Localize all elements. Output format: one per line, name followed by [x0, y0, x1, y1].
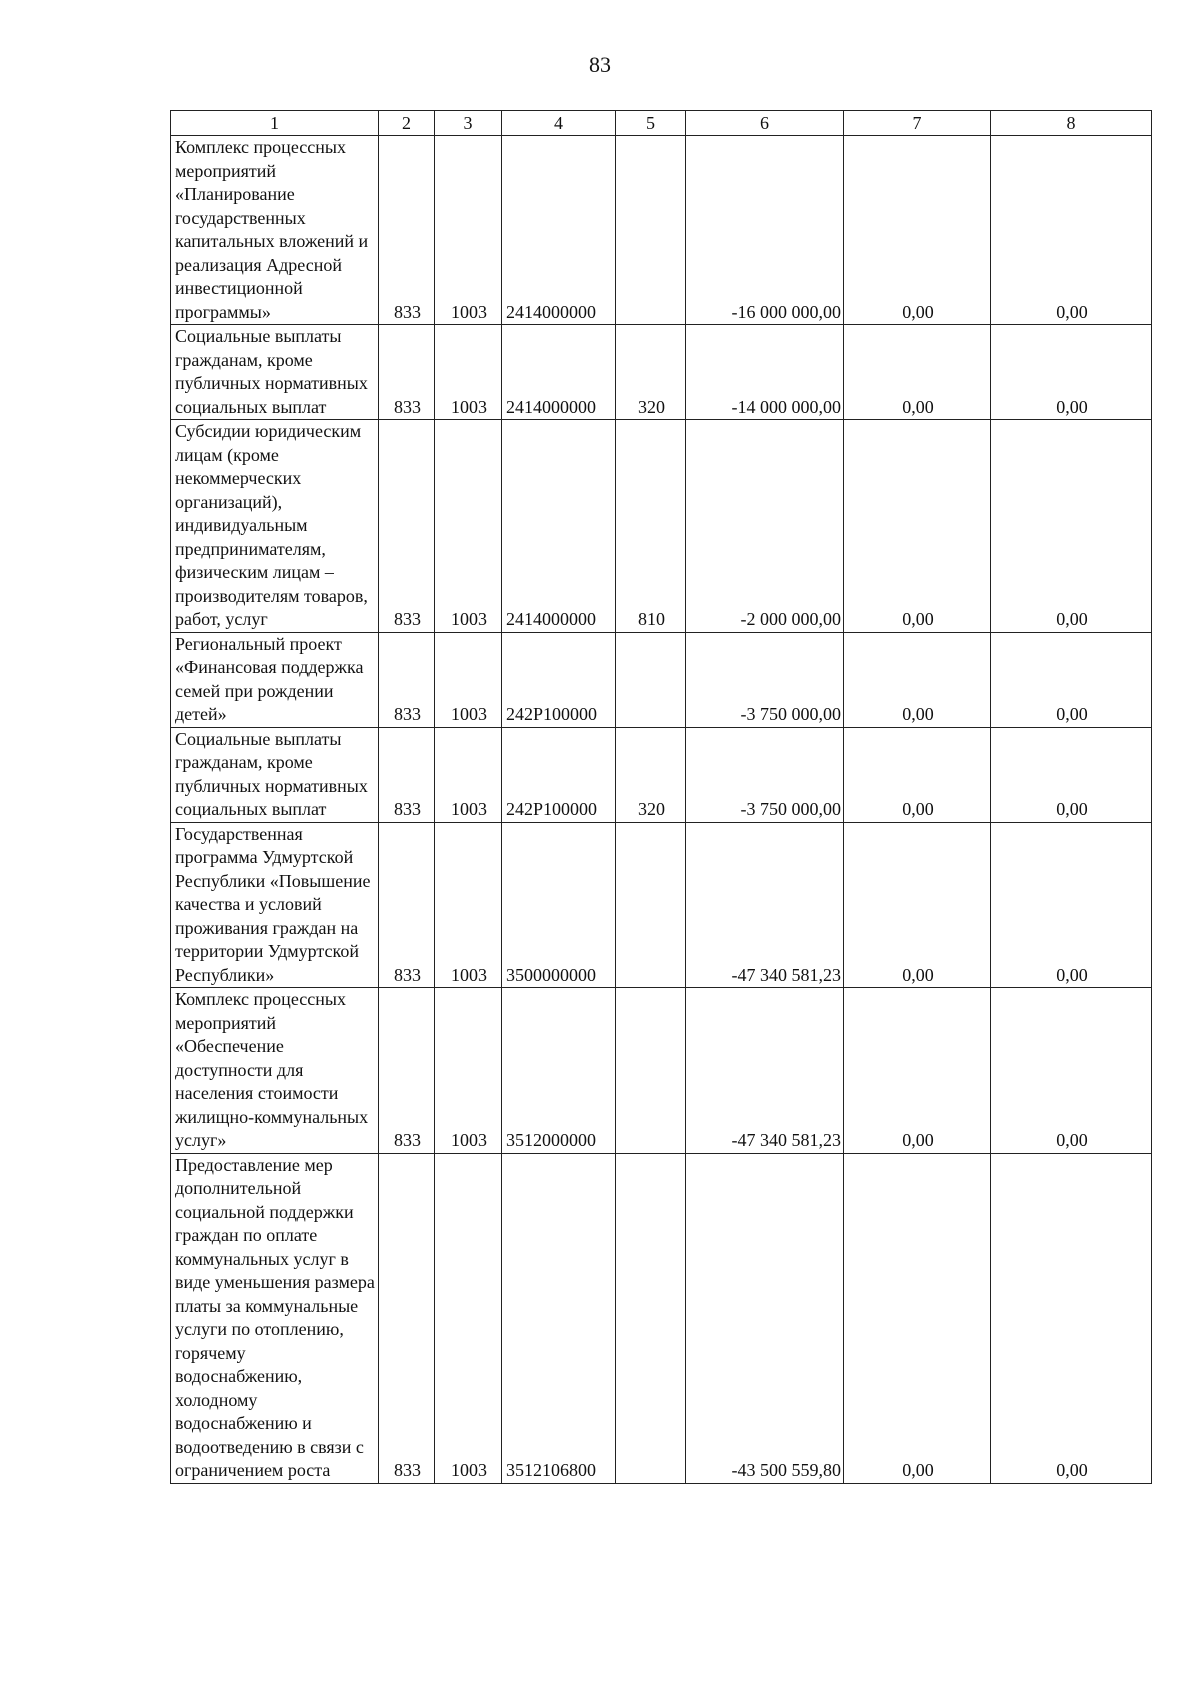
row-expense-type: 810 [616, 420, 686, 633]
row-section-code: 1003 [435, 420, 502, 633]
row-amount-6: -47 340 581,23 [686, 822, 844, 988]
row-admin-code: 833 [379, 420, 435, 633]
row-section-code: 1003 [435, 632, 502, 727]
table-row [171, 1153, 1152, 1483]
page-number: 83 [589, 52, 611, 77]
col-header-5: 5 [616, 111, 686, 136]
row-admin-code: 833 [379, 1153, 435, 1483]
row-amount-8: 0,00 [991, 420, 1152, 633]
row-amount-6: -14 000 000,00 [686, 325, 844, 420]
row-name: Региональный проект «Финансовая поддержка семей при рождении детей» [171, 632, 379, 727]
col-header-6: 6 [686, 111, 844, 136]
header-row [171, 111, 1152, 136]
row-target-code: 3500000000 [502, 822, 616, 988]
row-section-code: 1003 [435, 1153, 502, 1483]
row-name: Государственная программа Удмуртской Республики «Повышение качества и условий проживания граждан на территории Удмуртской Республики» [171, 822, 379, 988]
row-admin-code: 833 [379, 822, 435, 988]
row-amount-7: 0,00 [844, 1153, 991, 1483]
row-amount-8: 0,00 [991, 632, 1152, 727]
col-header-7: 7 [844, 111, 991, 136]
row-target-code: 2414000000 [502, 136, 616, 325]
row-name: Комплекс процессных мероприятий «Обеспечение доступности для населения стоимости жилищно-коммунальных услуг» [171, 988, 379, 1154]
col-header-1: 1 [171, 111, 379, 136]
row-admin-code: 833 [379, 632, 435, 727]
row-amount-6: -43 500 559,80 [686, 1153, 844, 1483]
row-name: Социальные выплаты гражданам, кроме публичных нормативных социальных выплат [171, 727, 379, 822]
row-admin-code: 833 [379, 136, 435, 325]
row-amount-7: 0,00 [844, 420, 991, 633]
col-header-4: 4 [502, 111, 616, 136]
row-name: Комплекс процессных мероприятий «Планирование государственных капитальных вложений и реализация Адресной инвестиционной программы» [171, 136, 379, 325]
table-row [171, 136, 1152, 325]
row-amount-6: -3 750 000,00 [686, 727, 844, 822]
row-expense-type [616, 1153, 686, 1483]
row-amount-8: 0,00 [991, 822, 1152, 988]
row-amount-8: 0,00 [991, 1153, 1152, 1483]
row-amount-6: -47 340 581,23 [686, 988, 844, 1154]
table-row [171, 988, 1152, 1154]
row-admin-code: 833 [379, 988, 435, 1154]
col-header-3: 3 [435, 111, 502, 136]
row-admin-code: 833 [379, 727, 435, 822]
row-amount-8: 0,00 [991, 325, 1152, 420]
row-amount-7: 0,00 [844, 988, 991, 1154]
row-target-code: 2414000000 [502, 325, 616, 420]
row-target-code: 3512106800 [502, 1153, 616, 1483]
row-amount-6: -3 750 000,00 [686, 632, 844, 727]
row-expense-type: 320 [616, 727, 686, 822]
row-amount-8: 0,00 [991, 136, 1152, 325]
row-section-code: 1003 [435, 136, 502, 325]
row-amount-7: 0,00 [844, 822, 991, 988]
table-row [171, 420, 1152, 633]
table-row [171, 727, 1152, 822]
col-header-8: 8 [991, 111, 1152, 136]
row-expense-type [616, 136, 686, 325]
table-row [171, 822, 1152, 988]
row-target-code: 242P100000 [502, 727, 616, 822]
row-expense-type: 320 [616, 325, 686, 420]
row-expense-type [616, 632, 686, 727]
row-amount-7: 0,00 [844, 325, 991, 420]
table-row [171, 325, 1152, 420]
table-row [171, 632, 1152, 727]
row-section-code: 1003 [435, 325, 502, 420]
row-admin-code: 833 [379, 325, 435, 420]
row-amount-8: 0,00 [991, 727, 1152, 822]
row-expense-type [616, 988, 686, 1154]
row-amount-8: 0,00 [991, 988, 1152, 1154]
row-section-code: 1003 [435, 822, 502, 988]
row-amount-6: -2 000 000,00 [686, 420, 844, 633]
row-name: Социальные выплаты гражданам, кроме публичных нормативных социальных выплат [171, 325, 379, 420]
row-target-code: 2414000000 [502, 420, 616, 633]
row-name: Предоставление мер дополнительной социальной поддержки граждан по оплате коммунальных услуг в виде уменьшения размера платы за коммунальные услуги по отоплению, горячему водоснабжению, холодному водоснабжению и водоотведению в связи с ограничением роста [171, 1153, 379, 1483]
row-section-code: 1003 [435, 988, 502, 1154]
row-amount-6: -16 000 000,00 [686, 136, 844, 325]
row-amount-7: 0,00 [844, 136, 991, 325]
col-header-2: 2 [379, 111, 435, 136]
row-amount-7: 0,00 [844, 632, 991, 727]
row-target-code: 242P100000 [502, 632, 616, 727]
row-section-code: 1003 [435, 727, 502, 822]
row-name: Субсидии юридическим лицам (кроме некоммерческих организаций), индивидуальным предпринимателям, физическим лицам – производителям товаров, работ, услуг [171, 420, 379, 633]
budget-table [170, 110, 1152, 1484]
row-amount-7: 0,00 [844, 727, 991, 822]
row-expense-type [616, 822, 686, 988]
row-target-code: 3512000000 [502, 988, 616, 1154]
